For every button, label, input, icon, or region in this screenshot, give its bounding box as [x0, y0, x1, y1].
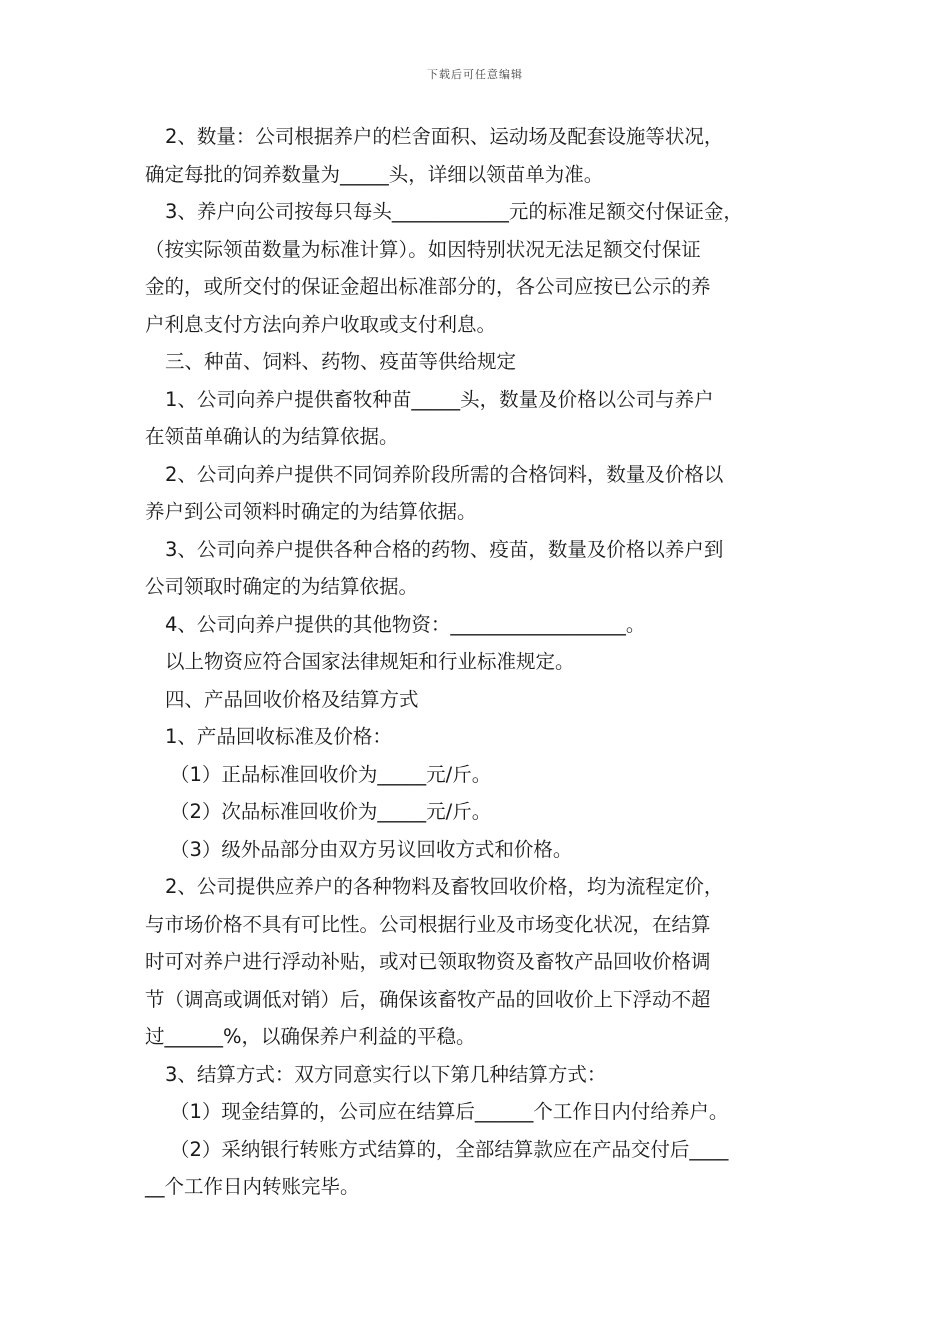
paragraph-line: 4、公司向养户提供的其他物资：__________________。 [165, 612, 646, 636]
paragraph-line: 在领苗单确认的为结算依据。 [145, 425, 399, 448]
paragraph-line: 公司领取时确定的为结算依据。 [145, 575, 419, 598]
paragraph-line: 与市场价格不具有可比性。公司根据行业及市场变化状况，在结算 [145, 912, 711, 936]
paragraph-line: 户利息支付方法向养户收取或支付利息。 [145, 312, 497, 336]
paragraph-line: __个工作日内转账完毕。 [145, 1175, 360, 1198]
paragraph-line: 2、公司提供应养户的各种物料及畜牧回收价格，均为流程定价， [165, 875, 724, 898]
paragraph-line: 1、产品回收标准及价格： [165, 725, 392, 748]
document-body [145, 118, 815, 1206]
section-heading: 四、产品回收价格及结算方式 [165, 687, 419, 711]
paragraph-line: 养户到公司领料时确定的为结算依据。 [145, 500, 477, 523]
paragraph-line: 2、公司向养户提供不同饲养阶段所需的合格饲料，数量及价格以 [165, 462, 724, 486]
list-item: （1）现金结算的，公司应在结算后______个工作日内付给养户。 [170, 1100, 729, 1123]
paragraph-line: 金的，或所交付的保证金超出标准部分的，各公司应按已公示的养 [145, 275, 711, 298]
paragraph-line: 3、结算方式：双方同意实行以下第几种结算方式： [165, 1062, 607, 1086]
paragraph-line: 节（调高或调低对销）后，确保该畜牧产品的回收价上下浮动不超 [145, 987, 711, 1011]
paragraph-line: 时可对养户进行浮动补贴，或对已领取物资及畜牧产品回收价格调 [145, 950, 711, 973]
list-item: （1）正品标准回收价为_____元/斤。 [170, 762, 492, 786]
list-item: （2）采纳银行转账方式结算的，全部结算款应在产品交付后____ [170, 1137, 729, 1161]
paragraph-line: 2、数量：公司根据养户的栏舍面积、运动场及配套设施等状况， [165, 125, 724, 148]
page-header: 下载后可任意编辑 [427, 68, 523, 81]
paragraph-line: （按实际领苗数量为标准计算）。如因特别状况无法足额交付保证 [145, 237, 701, 261]
section-heading: 三、种苗、饲料、药物、疫苗等供给规定 [165, 350, 517, 373]
paragraph-line: 1、公司向养户提供畜牧种苗_____头，数量及价格以公司与养户 [165, 387, 714, 411]
list-item: （2）次品标准回收价为_____元/斤。 [170, 800, 492, 823]
paragraph-line: 确定每批的饲养数量为_____头，详细以领苗单为准。 [145, 162, 604, 186]
paragraph-line: 过______%，以确保养户利益的平稳。 [145, 1025, 476, 1048]
paragraph-line: 3、公司向养户提供各种合格的药物、疫苗，数量及价格以养户到 [165, 537, 724, 561]
list-item: （3）级外品部分由双方另议回收方式和价格。 [170, 837, 573, 861]
paragraph-line: 以上物资应符合国家法律规矩和行业标准规定。 [165, 650, 575, 673]
paragraph-line: 3、养户向公司按每只每头____________元的标准足额交付保证金， [165, 200, 743, 223]
